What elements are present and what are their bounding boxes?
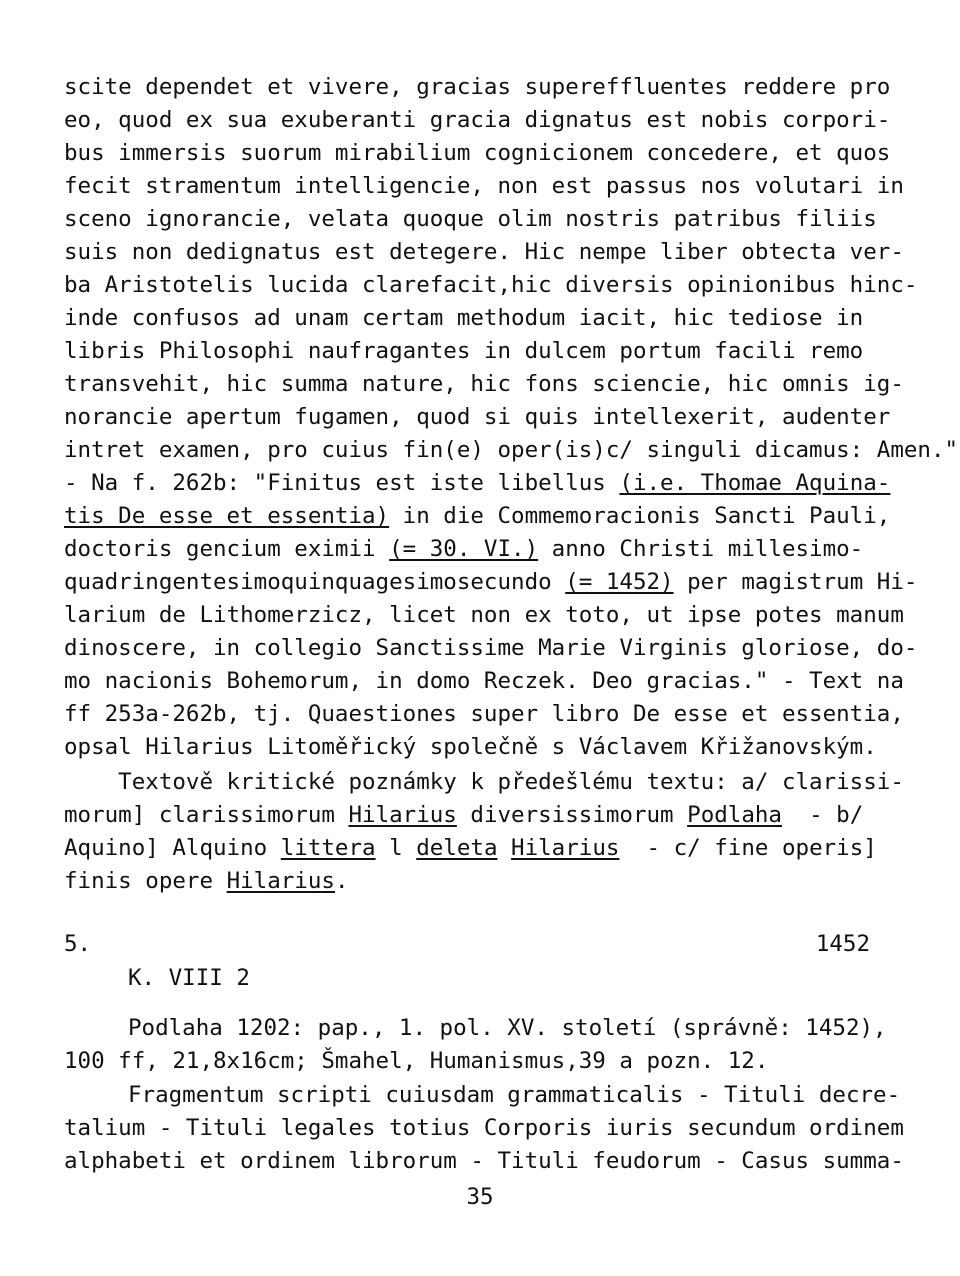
- notes-line: Textově kritické poznámky k předešlému textu: a/ clarissi-: [64, 769, 904, 795]
- description-line: Podlaha 1202: pap., 1. pol. XV. století (správně: 1452),: [128, 1015, 887, 1041]
- entry-number: 5.: [64, 931, 92, 957]
- text-line: dinoscere, in collegio Sanctissime Marie Virginis gloriose, do-: [64, 635, 918, 661]
- text-line: ff 253a-262b, tj. Quaestiones super libro De esse et essentia,: [64, 701, 904, 727]
- shelf-signature: K. VIII 2: [128, 965, 250, 991]
- text-segment: morum] clarissimorum: [64, 802, 349, 828]
- text-line: [64, 566, 917, 599]
- text-segment: - b/: [781, 802, 864, 828]
- text-line: [64, 533, 863, 566]
- text-segment: in die Commemoracionis Sancti Pauli,: [389, 503, 891, 529]
- underlined-text: Hilarius: [226, 868, 335, 894]
- content-line: talium - Tituli legales totius Corporis iuris secundum ordinem: [64, 1115, 904, 1141]
- text-segment: anno Christi millesimo-: [538, 536, 864, 562]
- underlined-text: (= 30. VI.): [389, 536, 539, 562]
- text-line: mo nacionis Bohemorum, in domo Reczek. Deo gracias." - Text na: [64, 668, 904, 694]
- underlined-text: (= 1452): [565, 569, 674, 595]
- text-segment: diversissimorum: [456, 802, 688, 828]
- text-line: [64, 467, 890, 500]
- notes-line: [64, 865, 348, 898]
- text-line: intret examen, pro cuius fin(e) oper(is)c/ singuli dicamus: Amen.": [64, 437, 959, 463]
- text-segment: Aquino] Alquino: [64, 835, 281, 861]
- underlined-text: Hilarius: [511, 835, 620, 861]
- text-segment: [498, 835, 512, 861]
- text-line: opsal Hilarius Litoměřický společně s Václavem Křižanovským.: [64, 734, 877, 760]
- underlined-text: Podlaha: [687, 802, 782, 828]
- notes-line: [64, 799, 863, 832]
- text-line: ba Aristotelis lucida clarefacit,hic diversis opinionibus hinc-: [64, 272, 918, 298]
- text-line: transvehit, hic summa nature, hic fons sciencie, hic omnis ig-: [64, 371, 904, 397]
- text-line: norancie apertum fugamen, quod si quis intellexerit, audenter: [64, 404, 891, 430]
- text-line: libris Philosophi naufragantes in dulcem portum facili remo: [64, 338, 864, 364]
- description-line: 100 ff, 21,8x16cm; Šmahel, Humanismus,39 a pozn. 12.: [64, 1048, 769, 1074]
- entry-year: 1452: [815, 931, 870, 957]
- notes-line: [64, 832, 877, 865]
- text-line: sceno ignorancie, velata quoque olim nostris patribus filiis: [64, 206, 877, 232]
- text-segment: finis opere: [64, 868, 227, 894]
- text-segment: per magistrum Hi-: [673, 569, 918, 595]
- text-line: bus immersis suorum mirabilium cognicionem concedere, et quos: [64, 140, 891, 166]
- text-segment: l: [375, 835, 417, 861]
- text-line: inde confusos ad unam certam methodum iacit, hic tediose in: [64, 305, 864, 331]
- text-line: eo, quod ex sua exuberanti gracia dignatus est nobis corpori-: [64, 107, 891, 133]
- underlined-text: littera: [280, 835, 376, 861]
- underlined-text: deleta: [416, 835, 498, 861]
- text-segment: doctoris gencium eximii: [64, 536, 390, 562]
- text-segment: quadringentesimoquinquagesimosecundo: [64, 569, 566, 595]
- page-number: 35: [466, 1184, 494, 1210]
- text-line: fecit stramentum intelligencie, non est passus nos volutari in: [64, 173, 904, 199]
- text-line: scite dependet et vivere, gracias supereffluentes reddere pro: [64, 74, 891, 100]
- text-line: [64, 500, 890, 533]
- underlined-text: tis De esse et essentia): [64, 503, 390, 529]
- content-line: Fragmentum scripti cuiusdam grammaticalis - Tituli decre-: [128, 1082, 901, 1108]
- text-segment: - c/ fine operis]: [619, 835, 877, 861]
- content-line: alphabeti et ordinem librorum - Tituli feudorum - Casus summa-: [64, 1148, 904, 1174]
- underlined-text: Hilarius: [348, 802, 457, 828]
- text-segment: .: [334, 868, 349, 894]
- text-line: suis non dedignatus est detegere. Hic nempe liber obtecta ver-: [64, 239, 904, 265]
- text-line: larium de Lithomerzicz, licet non ex toto, ut ipse potes manum: [64, 602, 904, 628]
- underlined-text: (i.e. Thomae Aquina-: [619, 470, 891, 496]
- text-segment: - Na f. 262b: "Finitus est iste libellus: [64, 470, 620, 496]
